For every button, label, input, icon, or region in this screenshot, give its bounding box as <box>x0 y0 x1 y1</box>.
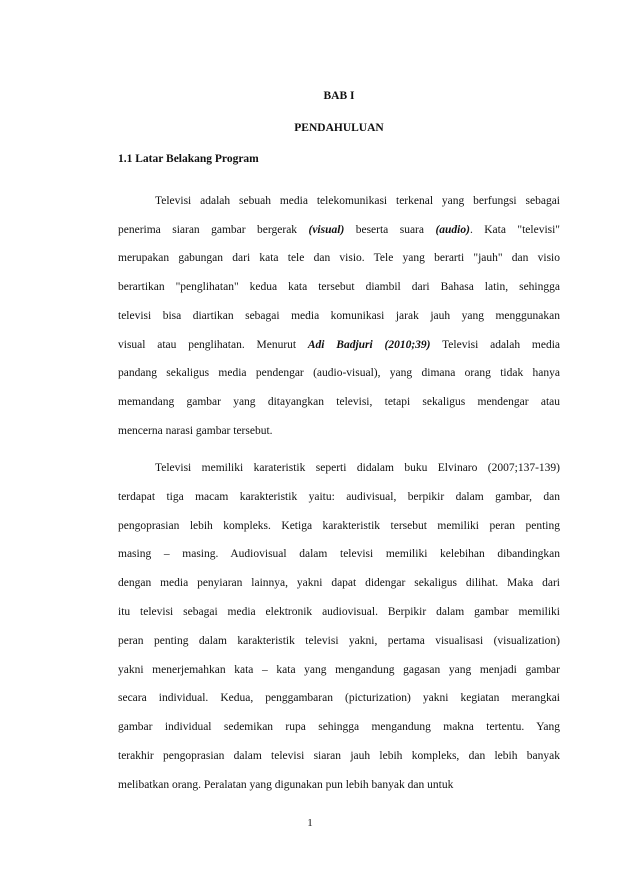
line-text: Televisi adalah media <box>430 338 560 351</box>
paragraph-line: peran penting dalam karakteristik televisi yakni, pertama visualisasi (visualization) <box>118 634 560 647</box>
paragraph-line: pandang sekaligus media pendengar (audio-visual), yang dimana orang tidak hanya <box>118 367 560 380</box>
page-number: 1 <box>307 817 313 829</box>
section-heading: 1.1 Latar Belakang Program <box>118 153 259 165</box>
paragraph-line: yakni menerjemahkan kata – kata yang mengandung gagasan yang menjadi gambar <box>118 663 560 676</box>
paragraph-line: masing – masing. Audiovisual dalam televisi memiliki kelebihan dibandingkan <box>118 548 560 561</box>
line-text: beserta suara <box>344 223 436 236</box>
paragraph-line: Televisi memiliki karateristik seperti didalam buku Elvinaro (2007;137-139) <box>155 462 560 474</box>
chapter-number: BAB I <box>323 90 355 102</box>
paragraph-line: memandang gambar yang ditayangkan televisi, tetapi sekaligus mendengar atau <box>118 395 560 408</box>
line-text: penerima siaran gambar bergerak <box>118 223 309 236</box>
emphasis-text: (audio) <box>435 223 470 236</box>
paragraph-line: pengoprasian lebih kompleks. Ketiga karakteristik tersebut memiliki peran penting <box>118 519 560 532</box>
emphasis-text: (visual) <box>308 223 345 236</box>
paragraph-line: televisi bisa diartikan sebagai media komunikasi jarak jauh yang menggunakan <box>118 309 560 322</box>
paragraph-line: terakhir pengoprasian dalam televisi siaran jauh lebih kompleks, dan lebih banyak <box>118 750 560 762</box>
paragraph-line: Televisi adalah sebuah media telekomunikasi terkenal yang berfungsi sebagai <box>155 195 560 207</box>
emphasis-text: Adi Badjuri (2010;39) <box>307 338 431 351</box>
paragraph-line: gambar individual sedemikan rupa sehingga mengandung makna tertentu. Yang <box>118 721 560 734</box>
paragraph-line: dengan media penyiaran lainnya, yakni dapat didengar sekaligus dilihat. Maka dari <box>118 577 560 590</box>
paragraph-line: secara individual. Kedua, penggambaran (picturization) yakni kegiatan merangkai <box>118 692 560 705</box>
paragraph-line: melibatkan orang. Peralatan yang digunakan pun lebih banyak dan untuk <box>118 778 454 791</box>
line-text: visual atau penglihatan. Menurut <box>118 338 308 351</box>
chapter-title: PENDAHULUAN <box>294 122 384 134</box>
paragraph-line: mencerna narasi gambar tersebut. <box>118 424 273 437</box>
paragraph-line: berartikan "penglihatan" kedua kata tersebut diambil dari Bahasa latin, sehingga <box>118 281 560 294</box>
paragraph-line <box>118 338 560 352</box>
paragraph-line: terdapat tiga macam karakteristik yaitu: audivisual, berpikir dalam gambar, dan <box>118 490 560 503</box>
paragraph-line: itu televisi sebagai media elektronik audiovisual. Berpikir dalam gambar memiliki <box>118 606 560 618</box>
line-text: . Kata "televisi" <box>469 223 561 236</box>
paragraph-line: merupakan gabungan dari kata tele dan visio. Tele yang berarti "jauh" dan visio <box>118 252 560 265</box>
paragraph-line <box>118 223 560 237</box>
